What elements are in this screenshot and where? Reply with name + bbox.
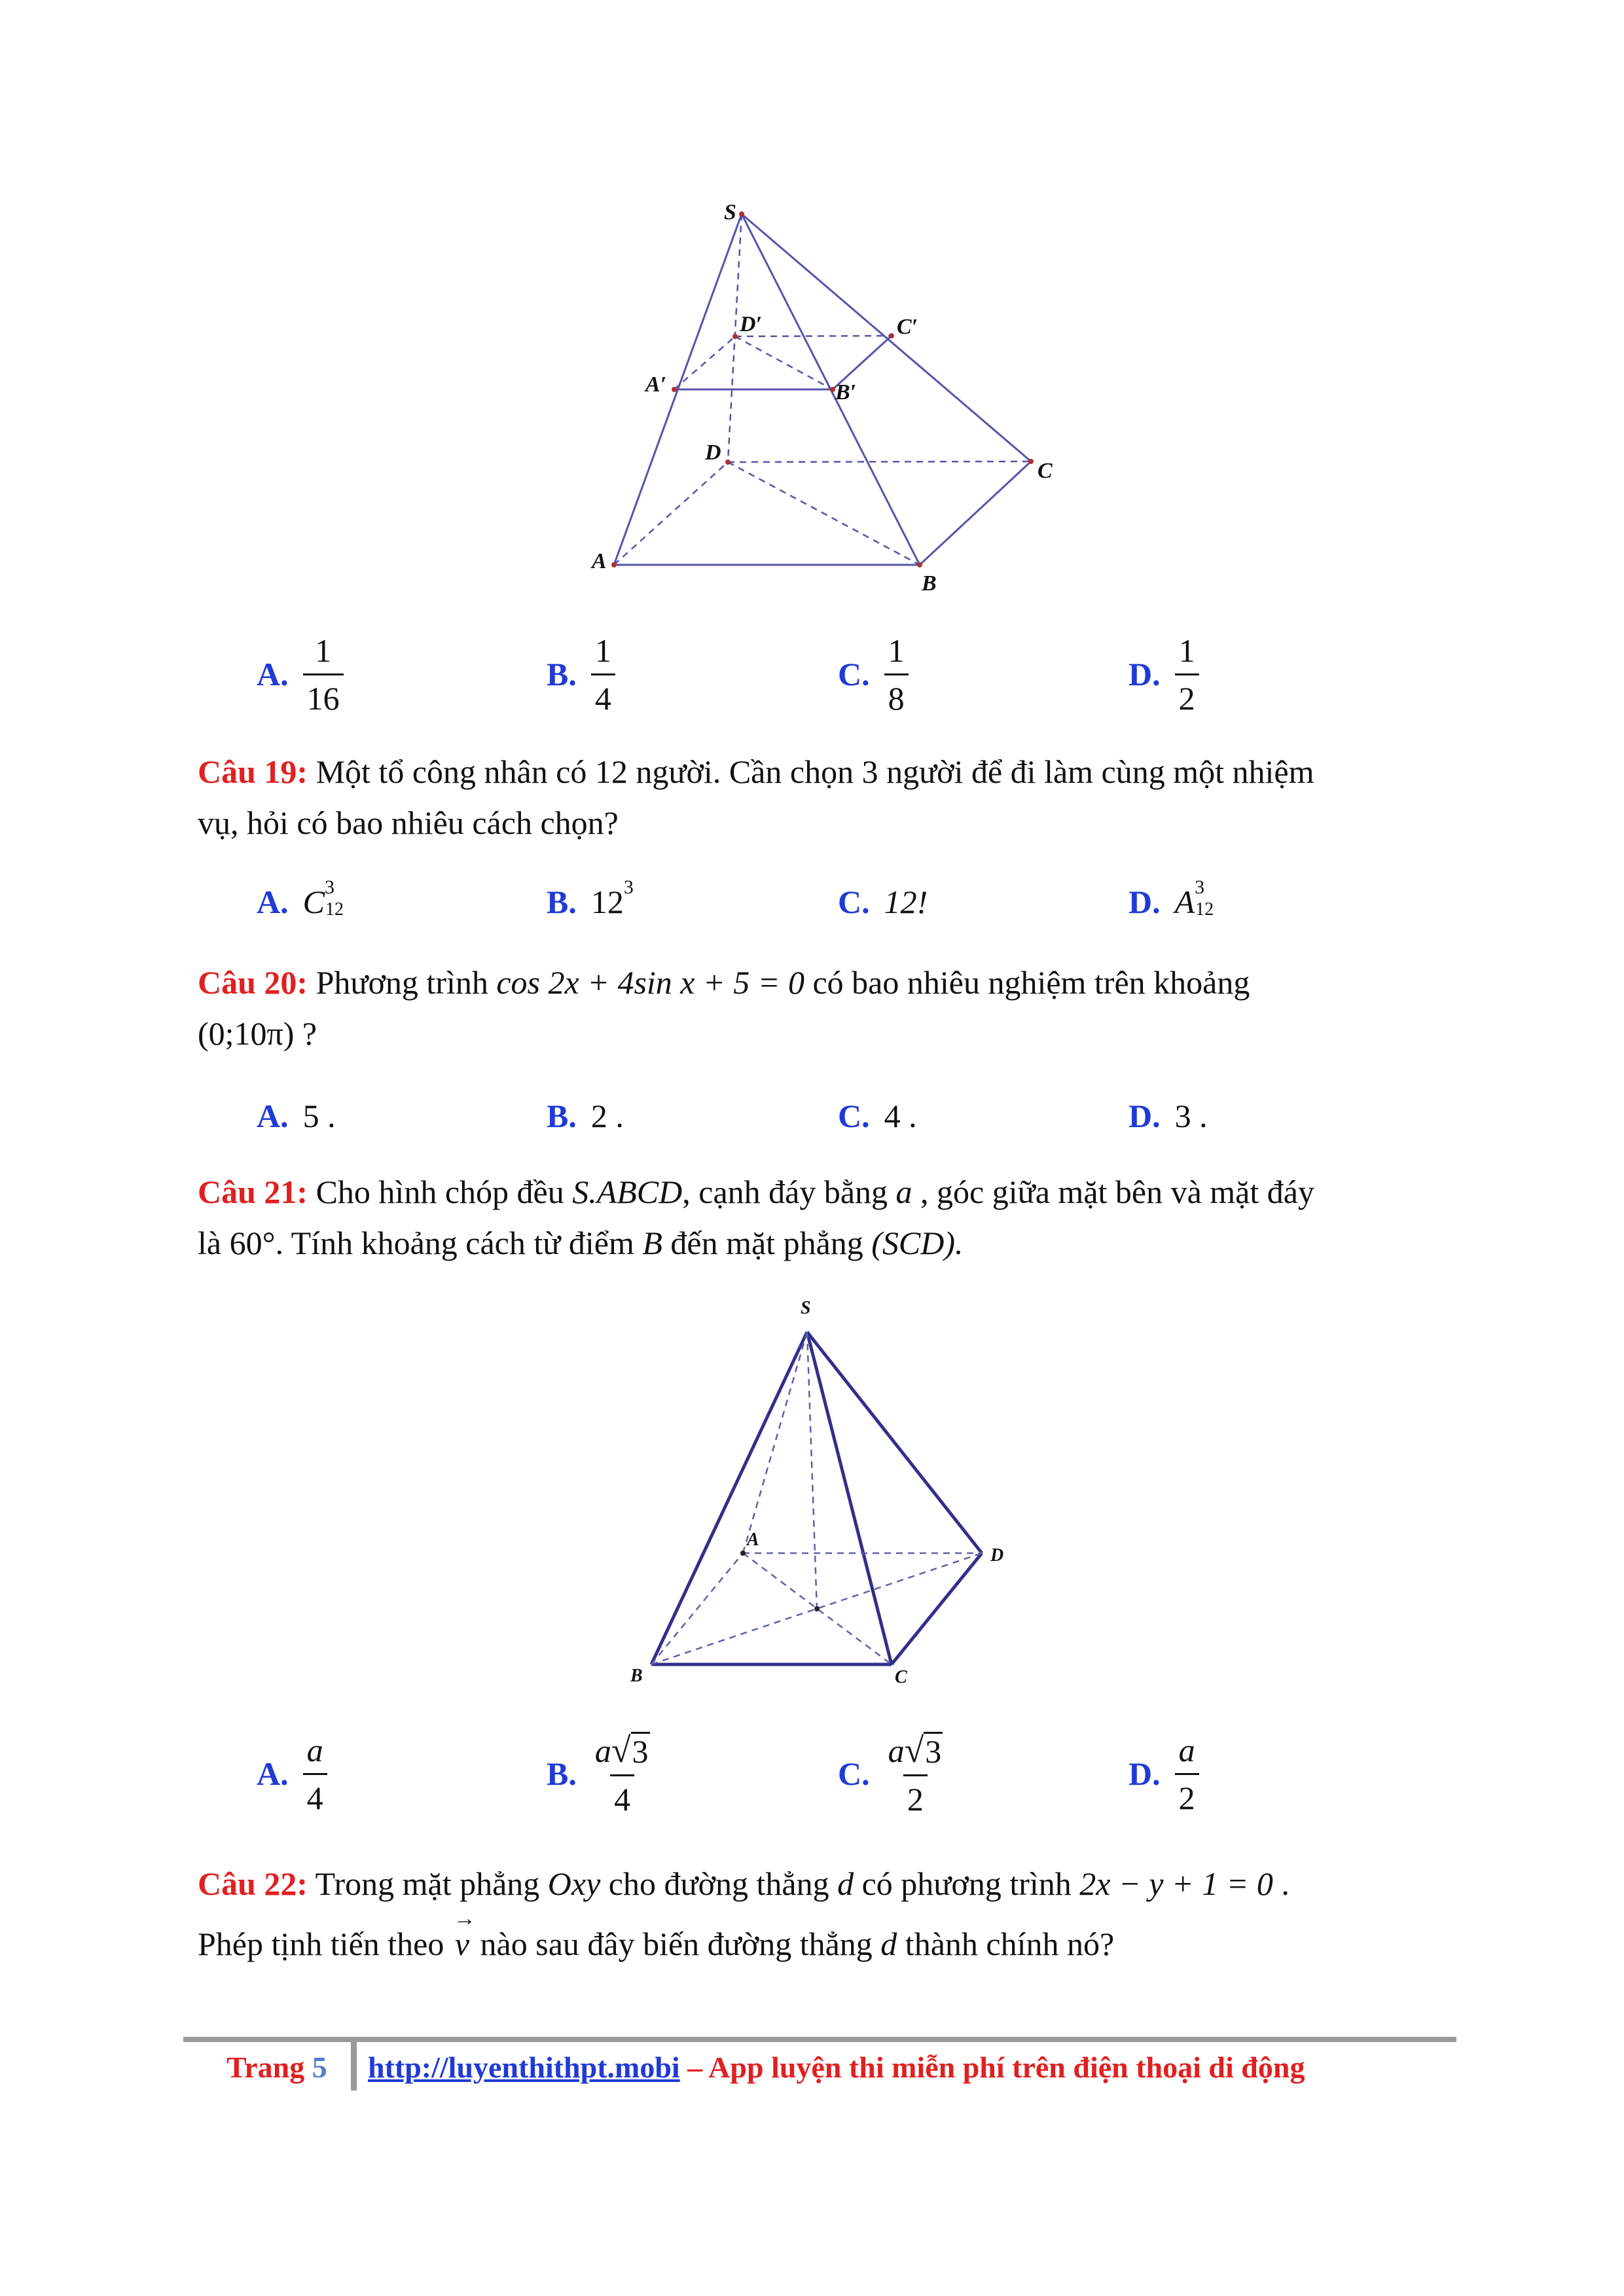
q21-line-2 xyxy=(198,1217,1441,1268)
edge-DB xyxy=(728,462,920,565)
q21-option-d[interactable] xyxy=(1128,1728,1199,1820)
option-letter: C. xyxy=(838,1755,870,1792)
point-A xyxy=(611,562,617,567)
point-C xyxy=(1028,459,1034,464)
numerator-var: a xyxy=(594,1732,611,1769)
q22-line2-a: Phép tịnh tiến theo xyxy=(198,1926,452,1962)
q22-text-d: . xyxy=(1272,1865,1290,1902)
q18-option-b[interactable] xyxy=(547,628,615,720)
label-S: S xyxy=(801,1298,811,1318)
option-letter: A. xyxy=(257,1098,289,1134)
label-S: S xyxy=(724,200,736,224)
option-letter: B. xyxy=(547,884,577,920)
fraction xyxy=(591,634,615,715)
footer-divider xyxy=(351,2042,357,2090)
option-sup: 3 xyxy=(623,876,634,898)
question-19 xyxy=(198,746,1441,848)
option-letter: B. xyxy=(547,1755,577,1792)
pyramid-diagram-1 xyxy=(576,190,1074,609)
fraction xyxy=(591,1732,654,1816)
option-text: 5 . xyxy=(302,1098,336,1134)
q21-pyramid: S.ABCD xyxy=(572,1174,683,1210)
question-number: Câu 20: xyxy=(198,964,308,1001)
denominator: 4 xyxy=(303,1773,327,1814)
footer-page xyxy=(226,2045,327,2090)
question-21 xyxy=(198,1166,1441,1268)
figure-pyramid-sections xyxy=(576,190,1074,609)
option-letter: B. xyxy=(547,656,577,692)
label-C: C xyxy=(895,1667,907,1685)
option-sub: 12 xyxy=(325,899,344,920)
fraction xyxy=(1175,1731,1199,1816)
option-letter: A. xyxy=(257,656,289,692)
edge-SC xyxy=(742,214,1031,461)
q20-text-b: có bao nhiêu nghiệm trên khoảng xyxy=(804,964,1250,1001)
edge-CD xyxy=(892,1553,982,1664)
q21-options xyxy=(257,1728,1435,1820)
point-B xyxy=(917,562,922,567)
option-letter: D. xyxy=(1128,884,1161,920)
q19-option-b[interactable] xyxy=(547,876,634,928)
numerator: 1 xyxy=(1178,632,1195,669)
point-S xyxy=(739,211,744,217)
numerator: 1 xyxy=(888,632,905,669)
footer-promo xyxy=(368,2045,1305,2090)
denominator: 2 xyxy=(1175,673,1199,715)
page-label: Trang xyxy=(226,2051,312,2084)
edge-SD xyxy=(807,1332,982,1553)
label-A: A xyxy=(592,549,607,573)
q22-equation: 2x − y + 1 = 0 xyxy=(1079,1865,1273,1902)
label-C: C xyxy=(1038,459,1053,483)
radicand: 3 xyxy=(925,1733,942,1770)
fraction xyxy=(303,634,344,715)
q20-line-1 xyxy=(198,957,1441,1008)
point-A1 xyxy=(672,387,677,392)
option-base: A xyxy=(1174,884,1195,920)
question-number: Câu 21: xyxy=(198,1174,308,1210)
q19-option-c[interactable] xyxy=(838,876,928,928)
q20-option-c[interactable] xyxy=(838,1090,917,1142)
q20-options xyxy=(257,1090,1435,1142)
fraction xyxy=(1175,634,1199,715)
numerator xyxy=(884,1732,947,1774)
numerator-var: a xyxy=(888,1732,905,1769)
option-base: 12 xyxy=(590,884,624,920)
fraction xyxy=(303,1731,327,1816)
fraction xyxy=(884,1732,947,1816)
option-letter: C. xyxy=(838,656,870,692)
q18-option-a[interactable] xyxy=(257,628,344,720)
denominator: 2 xyxy=(903,1774,928,1816)
edge-DC xyxy=(728,461,1031,462)
label-B1: B′ xyxy=(835,380,857,404)
q21-side: a xyxy=(895,1174,912,1210)
edge-SB xyxy=(651,1332,807,1664)
q20-text-a: Phương trình xyxy=(308,964,497,1001)
option-text: 2 . xyxy=(590,1098,624,1134)
q20-option-b[interactable] xyxy=(547,1090,624,1142)
option-sup: 3 xyxy=(1195,876,1205,898)
question-number: Câu 19: xyxy=(198,753,308,790)
denominator: 4 xyxy=(591,673,615,715)
option-letter: D. xyxy=(1128,1755,1161,1792)
option-letter: C. xyxy=(838,884,870,920)
point-O xyxy=(814,1606,820,1611)
q19-line-2: vụ, hỏi có bao nhiêu cách chọn? xyxy=(198,804,619,841)
sqrt xyxy=(905,1732,943,1768)
point-C1 xyxy=(889,333,894,338)
label-A: A xyxy=(747,1530,759,1550)
q21-text-c: , góc giữa mặt bên và mặt đáy xyxy=(912,1174,1314,1210)
q22-oxy: Oxy xyxy=(547,1865,601,1902)
label-B: B xyxy=(922,571,937,596)
denominator: 2 xyxy=(1175,1773,1199,1814)
q22-line2-b: nào sau đây biến đường thẳng xyxy=(472,1926,881,1962)
fraction xyxy=(884,634,909,715)
label-D: D xyxy=(705,440,721,465)
denominator: 4 xyxy=(610,1774,634,1816)
q20-option-a[interactable] xyxy=(257,1090,336,1142)
option-letter: D. xyxy=(1128,656,1161,692)
vector-v: → v xyxy=(452,1914,472,1974)
label-B: B xyxy=(630,1666,643,1685)
q21-option-c[interactable] xyxy=(838,1728,947,1820)
label-A1: A′ xyxy=(645,372,667,397)
edge-SA xyxy=(743,1332,807,1553)
option-sup: 3 xyxy=(324,876,334,898)
edge-AD xyxy=(614,462,728,565)
numerator: a xyxy=(306,1731,323,1768)
point-D1 xyxy=(732,334,738,339)
figure-regular-pyramid xyxy=(619,1293,1024,1685)
footer-link[interactable]: http://luyenthithpt.mobi xyxy=(368,2051,680,2084)
option-text: 12! xyxy=(884,884,928,920)
q22-text-a: Trong mặt phẳng xyxy=(308,1865,548,1902)
numerator: 1 xyxy=(594,632,611,669)
numerator: a xyxy=(1178,1731,1195,1768)
q19-option-d[interactable] xyxy=(1128,876,1214,928)
option-text: 4 . xyxy=(884,1098,917,1134)
q21-line-1 xyxy=(198,1166,1441,1217)
q21-text-a: Cho hình chóp đều xyxy=(308,1174,573,1210)
page-number: 5 xyxy=(312,2051,327,2084)
label-D1: D′ xyxy=(740,312,763,336)
q21-point: B xyxy=(642,1225,662,1261)
sqrt xyxy=(611,1732,650,1768)
question-number: Câu 22: xyxy=(198,1865,308,1902)
question-22 xyxy=(198,1854,1441,1974)
q20-equation: cos 2x + 4sin x + 5 = 0 xyxy=(496,964,804,1001)
option-letter: C. xyxy=(838,1098,870,1134)
label-D: D xyxy=(990,1545,1004,1566)
footer-tagline: – App luyện thi miễn phí trên điện thoại di động xyxy=(679,2051,1305,2084)
footer-rule xyxy=(183,2037,1456,2042)
point-B1 xyxy=(830,387,835,392)
q22-line-1 xyxy=(198,1854,1441,1914)
radicand: 3 xyxy=(632,1733,649,1770)
q22-d2: d xyxy=(880,1926,897,1962)
q21-line2-b: đến mặt phẳng xyxy=(662,1225,872,1261)
q20-option-d[interactable] xyxy=(1128,1090,1208,1142)
q21-text-b: , cạnh đáy bằng xyxy=(682,1174,896,1210)
option-base: C xyxy=(302,884,325,920)
radical-sign: √ xyxy=(904,1731,924,1770)
q21-plane: (SCD). xyxy=(871,1225,964,1261)
q19-options xyxy=(257,876,1435,928)
numerator: 1 xyxy=(315,632,332,669)
q21-line2-a: là 60°. Tính khoảng cách từ điểm xyxy=(198,1225,643,1261)
pyramid-diagram-2 xyxy=(619,1293,1024,1685)
edge-SC xyxy=(807,1332,892,1664)
q22-line2-c: thành chính nó? xyxy=(897,1926,1115,1962)
option-text: 3 . xyxy=(1174,1098,1208,1134)
q22-line-2 xyxy=(198,1914,1441,1974)
q18-options xyxy=(257,628,1435,720)
q19-line-1 xyxy=(198,746,1441,797)
radical-sign: √ xyxy=(611,1731,631,1770)
q22-d: d xyxy=(837,1865,854,1902)
option-letter: A. xyxy=(257,884,289,920)
q21-option-a[interactable] xyxy=(257,1728,327,1820)
denominator: 8 xyxy=(884,673,909,715)
q21-option-b[interactable] xyxy=(547,1728,654,1820)
edge-SO xyxy=(807,1332,817,1609)
denominator: 16 xyxy=(303,673,344,715)
q18-option-d[interactable] xyxy=(1128,628,1199,720)
numerator xyxy=(591,1732,654,1774)
option-letter: B. xyxy=(547,1098,577,1134)
q22-text-b: cho đường thẳng xyxy=(600,1865,838,1902)
question-20 xyxy=(198,957,1441,1059)
point-D xyxy=(725,459,731,465)
q22-text-c: có phương trình xyxy=(854,1865,1080,1902)
q19-option-a[interactable] xyxy=(257,876,344,928)
point-A xyxy=(740,1551,746,1556)
q18-option-c[interactable] xyxy=(838,628,909,720)
q19-text-1: Một tổ công nhân có 12 người. Cần chọn 3 người để đi làm cùng một nhiệm xyxy=(308,753,1314,790)
option-letter: A. xyxy=(257,1755,289,1792)
q20-interval: (0;10π) ? xyxy=(198,1015,317,1052)
edge-BC xyxy=(920,461,1031,565)
label-C1: C′ xyxy=(897,315,918,339)
option-sub: 12 xyxy=(1195,899,1214,920)
option-letter: D. xyxy=(1128,1098,1161,1134)
edge-A1D1 xyxy=(674,336,735,389)
